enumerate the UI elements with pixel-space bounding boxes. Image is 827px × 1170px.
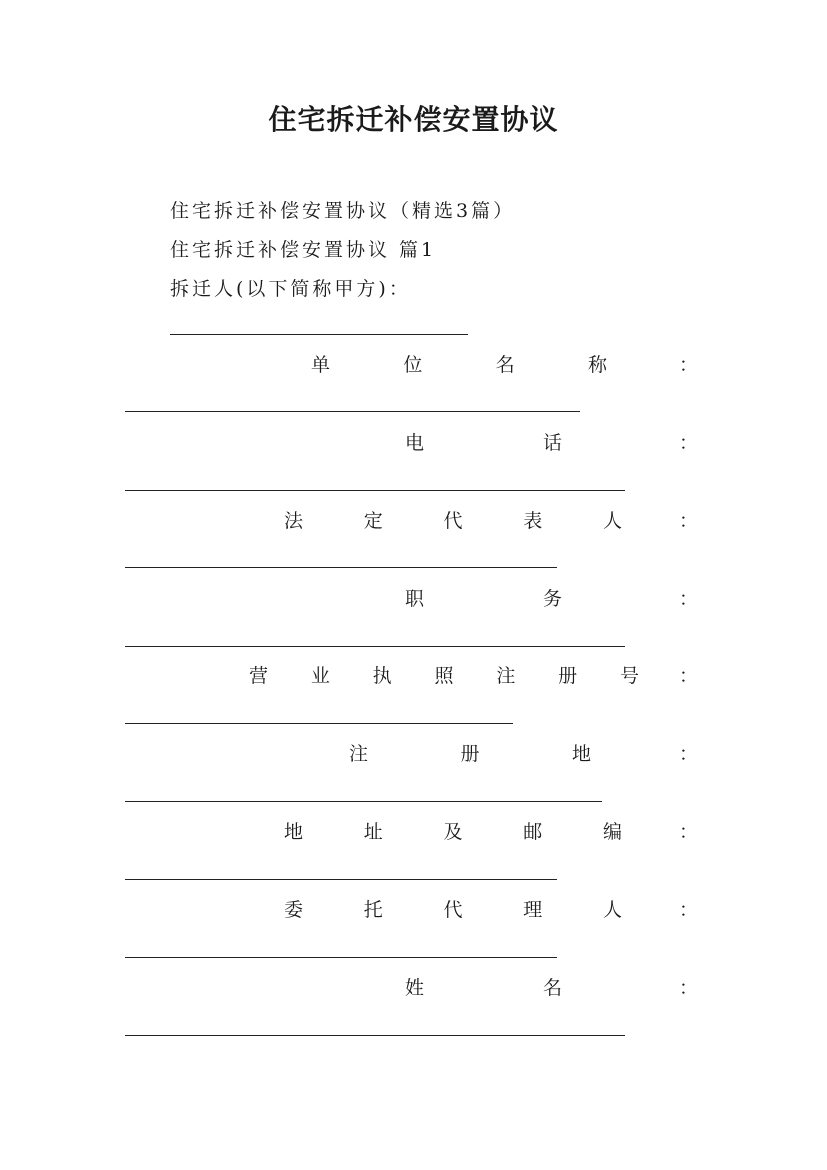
field-colon: ： (679, 743, 699, 765)
label-char: 电 (405, 432, 425, 454)
label-char: 及 (443, 821, 463, 843)
label-char: 执 (372, 665, 392, 687)
intro-line-3: 拆迁人(以下简称甲方)： (170, 278, 411, 300)
field-colon: ： (679, 821, 699, 843)
position-label (405, 584, 562, 614)
label-char: 注 (349, 743, 369, 765)
reg-address-label (349, 739, 591, 769)
party-a-blank (170, 334, 468, 335)
legal-rep-blank (125, 567, 557, 568)
name-blank (125, 1035, 625, 1036)
document-title: 住宅拆迁补偿安置协议 (268, 103, 559, 136)
position-blank (125, 646, 625, 647)
label-char: 称 (587, 354, 607, 376)
label-char: 法 (284, 510, 304, 532)
license-no-blank (125, 723, 513, 724)
label-char: 代 (443, 510, 463, 532)
label-char: 姓 (405, 977, 425, 999)
label-char: 地 (284, 821, 304, 843)
label-char: 委 (284, 899, 304, 921)
unit-name-blank (125, 411, 580, 412)
label-char: 话 (542, 432, 562, 454)
label-char: 编 (602, 821, 622, 843)
agent-blank (125, 957, 557, 958)
label-char: 人 (602, 510, 622, 532)
name-label (405, 973, 562, 1003)
label-char: 名 (495, 354, 515, 376)
label-char: 务 (542, 588, 562, 610)
label-char: 营 (249, 665, 269, 687)
intro-line-2: 住宅拆迁补偿安置协议 篇1 (170, 239, 437, 261)
label-char: 邮 (523, 821, 543, 843)
label-char: 理 (523, 899, 543, 921)
phone-blank (125, 490, 625, 491)
label-char: 单 (311, 354, 331, 376)
label-char: 册 (460, 743, 480, 765)
label-char: 号 (619, 665, 639, 687)
unit-name-label (311, 350, 607, 380)
address-zip-blank (125, 879, 557, 880)
field-colon: ： (679, 588, 699, 610)
label-char: 地 (571, 743, 591, 765)
agent-label (284, 895, 622, 925)
label-char: 册 (558, 665, 578, 687)
label-char: 位 (403, 354, 423, 376)
field-colon: ： (679, 510, 699, 532)
field-colon: ： (679, 977, 699, 999)
label-char: 址 (363, 821, 383, 843)
legal-rep-label (284, 506, 622, 536)
license-no-label (249, 661, 639, 691)
field-colon: ： (679, 354, 699, 376)
label-char: 代 (443, 899, 463, 921)
field-colon: ： (679, 432, 699, 454)
label-char: 定 (363, 510, 383, 532)
address-zip-label (284, 817, 622, 847)
label-char: 注 (496, 665, 516, 687)
reg-address-blank (125, 801, 602, 802)
label-char: 职 (405, 588, 425, 610)
label-char: 业 (310, 665, 330, 687)
intro-line-1: 住宅拆迁补偿安置协议（精选3篇） (170, 200, 516, 222)
label-char: 照 (434, 665, 454, 687)
label-char: 托 (363, 899, 383, 921)
label-char: 名 (542, 977, 562, 999)
label-char: 人 (602, 899, 622, 921)
field-colon: ： (679, 665, 699, 687)
label-char: 表 (523, 510, 543, 532)
phone-label (405, 428, 562, 458)
field-colon: ： (679, 899, 699, 921)
